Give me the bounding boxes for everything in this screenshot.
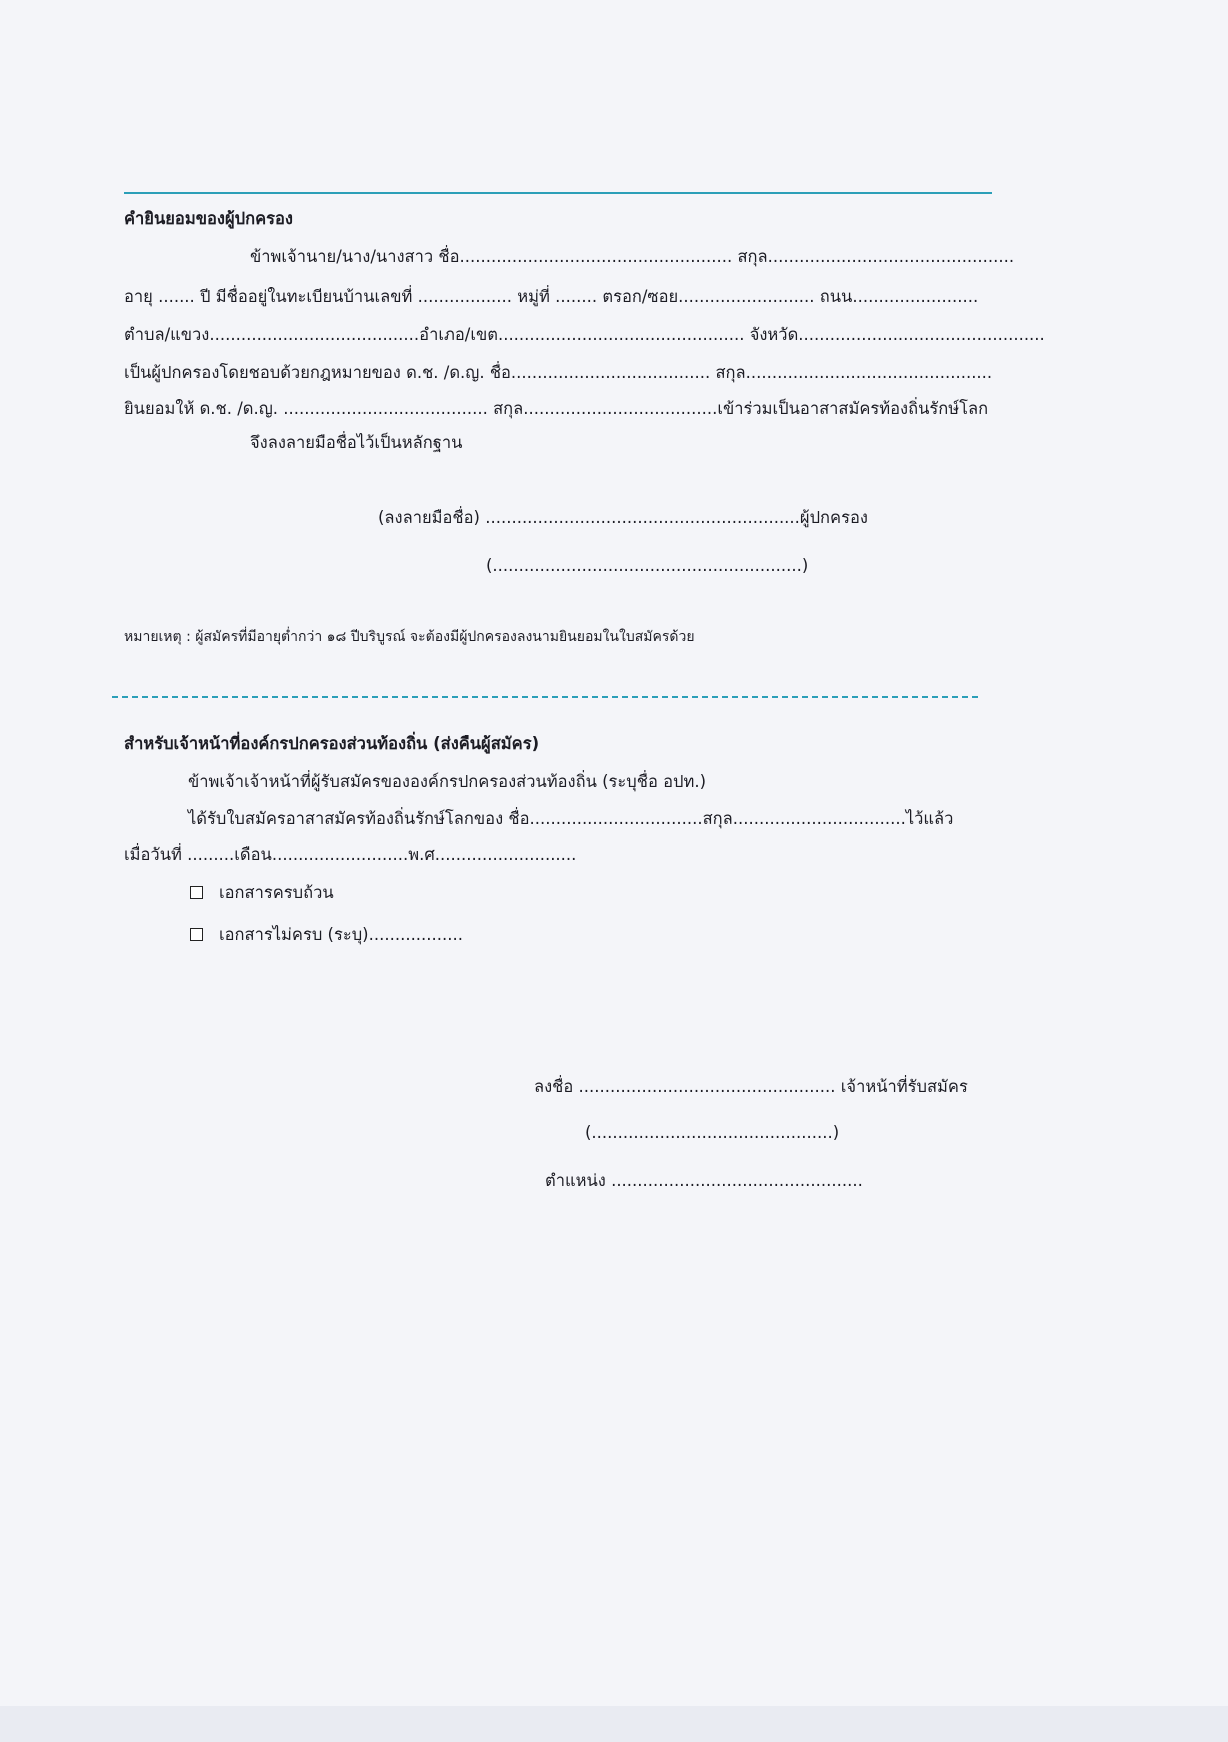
checkbox-complete-row[interactable]: [190, 882, 334, 904]
checkbox-incomplete-row[interactable]: [190, 924, 463, 946]
checkbox-incomplete-label: เอกสารไม่ครบ (ระบุ)..................: [219, 925, 464, 944]
top-divider: [124, 192, 992, 194]
checkbox-complete[interactable]: [190, 886, 203, 899]
guardian-address-line: อายุ ....... ปี มีชื่ออยู่ในทะเบียนบ้านเลขที่ .................. หมู่ที่ ........ ตรอก/ซอย.......................... ถนน........................: [124, 287, 979, 306]
officer-printed-name-line: (..............................................): [585, 1123, 840, 1142]
officer-position-line: ตำแหน่ง ................................................: [545, 1171, 863, 1190]
officer-statement-line: ข้าพเจ้าเจ้าหน้าที่ผู้รับสมัครขององค์กรปกครองส่วนท้องถิ่น (ระบุชื่อ อปท.): [188, 772, 707, 791]
age-requirement-note: หมายเหตุ : ผู้สมัครที่มีอายุต่ำกว่า ๑๘ ปีบริบูรณ์ จะต้องมีผู้ปกครองลงนามยินยอมในใบสมัครด้วย: [124, 629, 695, 645]
consent-permission-line: ยินยอมให้ ด.ช. /ด.ญ. ....................................... สกุล.....................................เข้าร่วมเป็นอาสาสมัครท้องถิ่นรักษ์โลก: [124, 399, 989, 418]
received-date-line: เมื่อวันที่ .........เดือน..........................พ.ศ...........................: [124, 845, 577, 864]
officer-section-heading: สำหรับเจ้าหน้าที่องค์กรปกครองส่วนท้องถิ่น (ส่งคืนผู้สมัคร): [124, 734, 540, 753]
guardian-signature-line: (ลงลายมือชื่อ) ............................................................ผู้ปกครอง: [378, 508, 868, 527]
checkbox-complete-label: เอกสารครบถ้วน: [219, 883, 334, 902]
guardian-printed-name-line: (...........................................................): [486, 556, 809, 575]
guardian-district-line: ตำบล/แขวง........................................อำเภอ/เขต............................................... จังหวัด...............................................: [124, 325, 1045, 344]
section-dashed-divider: [112, 696, 978, 698]
guardian-consent-heading: คำยินยอมของผู้ปกครอง: [124, 209, 293, 228]
checkbox-incomplete[interactable]: [190, 928, 203, 941]
evidence-statement: จึงลงลายมือชื่อไว้เป็นหลักฐาน: [250, 433, 463, 452]
received-application-line: ได้รับใบสมัครอาสาสมัครท้องถิ่นรักษ์โลกของ ชื่อ.................................สกุล.................................ไว้แล้ว: [188, 809, 954, 828]
guardian-relation-line: เป็นผู้ปกครองโดยชอบด้วยกฎหมายของ ด.ช. /ด.ญ. ชื่อ...................................... สกุล...............................................: [124, 363, 993, 382]
guardian-name-line: ข้าพเจ้านาย/นาง/นางสาว ชื่อ.................................................... สกุล...............................................: [250, 247, 1015, 266]
scan-bottom-band: [0, 1706, 1228, 1742]
officer-signature-line: ลงชื่อ ................................................. เจ้าหน้าที่รับสมัคร: [534, 1077, 968, 1096]
